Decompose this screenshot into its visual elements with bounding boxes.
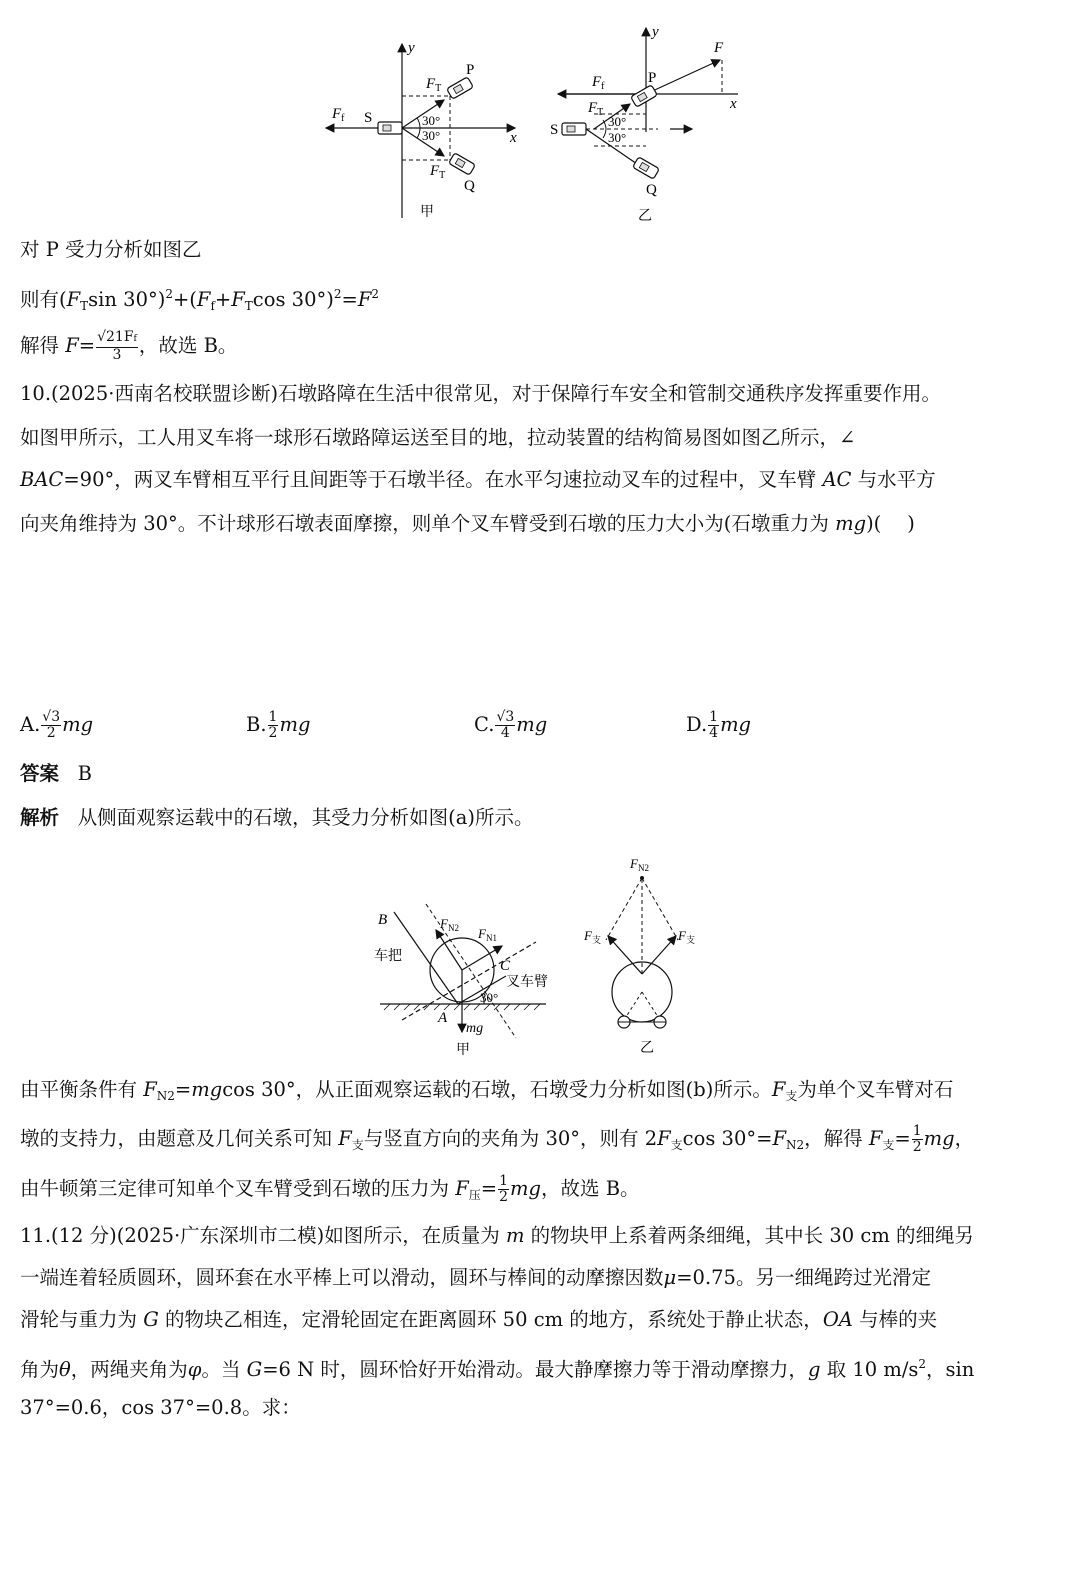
yi-angle-upper: 30°	[608, 114, 627, 129]
yi-p-label: P	[648, 70, 657, 86]
option-b[interactable]: B. $\frac{1}{2}$ mg	[246, 709, 311, 741]
fn2-arrow	[436, 930, 462, 970]
yi-ft-label: $F_T$	[588, 100, 604, 118]
mid-jia-caption: 甲	[456, 1043, 470, 1058]
analysis-label: 解析	[20, 806, 60, 829]
option-a[interactable]: A. $\frac{√3}{2}$ mg	[20, 709, 94, 741]
eq-line1: 由平衡条件有 $F_{N2}=mgcos$ 30°，从正面观察运载的石墩，石墩受力分析如图(b)所示。$F_支$为单个叉车臂对石	[20, 1078, 954, 1103]
q10-line1: 10.(2025·西南名校联盟诊断)石墩路障在生活中很常见，对于保障行车安全和管制交通秩序发挥重要作用。	[20, 382, 942, 405]
jia-caption: 甲	[420, 205, 434, 220]
jia-ft-lower-label: $F_T$	[430, 163, 446, 181]
jia-y-label: y	[408, 40, 415, 56]
answer-value: B	[77, 762, 92, 785]
yi-angle-lower: 30°	[608, 130, 627, 145]
equation-then-line: 则有($F_T\sin$ $30^\circ)^2+(F_f+F_T\cos$ $30^\circ)^2=F^2$	[20, 287, 379, 313]
jia-s-label: S	[364, 110, 373, 126]
figure-mid-yi	[580, 852, 710, 1062]
yi-f-label: F	[714, 40, 724, 56]
label-a: A	[438, 1010, 448, 1026]
q10-line3: BAC=90°，两叉车臂相互平行且间距等于石墩半径。在水平匀速拉动叉车的过程中，叉车臂 AC 与水平方	[20, 468, 936, 491]
q11-line5: 37°=0.6，cos 37°=0.8。求：	[20, 1396, 301, 1419]
analysis-p-line: 对 P 受力分析如图乙	[20, 238, 202, 261]
yi-y-label: y	[652, 24, 659, 40]
analysis-line: 解析 从侧面观察运载中的石墩，其受力分析如图(a)所示。	[20, 806, 534, 829]
jia-p-label: P	[466, 62, 475, 78]
jia-angle-lower: 30°	[422, 128, 441, 143]
label-mg: mg	[466, 1021, 484, 1036]
yi-fz-left-arrow	[608, 936, 642, 974]
yi-caption: 乙	[638, 209, 652, 224]
yi-s-label: S	[550, 122, 559, 138]
jia-angle-upper: 30°	[422, 113, 441, 128]
figure-mid-jia	[366, 890, 566, 1060]
yi-label-fz-right: $F_支$	[678, 928, 695, 945]
equation-solve-line: 解得 F= $\frac{√21Ff}{3}$ ，故选 B。	[20, 329, 238, 363]
label-chebа: 车把	[374, 949, 402, 964]
eq-line3: 由牛顿第三定律可知单个叉车臂受到石墩的压力为 $F_压=$ $\frac{1}{2}$ mg，故选 B。	[20, 1173, 640, 1205]
q11-line4: 角为θ，两绳夹角为φ。当 G=6 N 时，圆环恰好开始滑动。最大静摩擦力等于滑动摩擦力，g 取 10 $m/s^2$，sin	[20, 1357, 975, 1381]
answer-label: 答案	[20, 762, 60, 785]
figure-top-jia	[320, 38, 540, 223]
eq-line2: 墩的支持力，由题意及几何关系可知 $F_支$与竖直方向的夹角为 30°，则有 $2F_支\cos$ $30^\circ=F_{N2}$，解得 $F_支=$ $\frac{1}{2}$ mg，	[20, 1123, 975, 1155]
label-fn2: $F_{N2}$	[440, 916, 459, 933]
yi-label-fn2: $F_{N2}$	[630, 856, 649, 873]
q10-line2: 如图甲所示，工人用叉车将一球形石墩路障运送至目的地，拉动装置的结构简易图如图乙所示，∠	[20, 426, 856, 449]
yi-f-arrow	[646, 60, 720, 94]
label-angle: 30°	[480, 990, 499, 1005]
fn1-arrow	[462, 946, 502, 970]
label-fn1: $F_{N1}$	[478, 926, 497, 943]
label-b: B	[378, 912, 388, 928]
label-c: C	[500, 958, 511, 974]
yi-q-label: Q	[646, 182, 657, 198]
q11-line2: 一端连着轻质圆环，圆环套在水平棒上可以滑动，圆环与棒间的动摩擦因数μ=0.75。另一细绳跨过光滑定	[20, 1266, 931, 1289]
yi-label-fz-left: $F_支$	[584, 928, 601, 945]
yi-fz-right-arrow	[642, 936, 676, 974]
figure-top-yi	[548, 22, 758, 227]
jia-ff-label: $F_f$	[332, 106, 345, 124]
jia-q-label: Q	[464, 178, 475, 194]
jia-x-label: x	[510, 130, 517, 146]
jia-ft-upper-label: $F_T$	[426, 76, 442, 94]
yi-x-label: x	[730, 96, 737, 112]
q11-line1: 11.(12 分)(2025·广东深圳市二模)如图所示，在质量为 m 的物块甲上系着两条细绳，其中长 30 cm 的细绳另	[20, 1224, 975, 1247]
q10-line4: 向夹角维持为 30°。不计球形石墩表面摩擦，则单个叉车臂受到石墩的压力大小为(石墩重力为 mg)( )	[20, 512, 915, 535]
mid-yi-caption: 乙	[640, 1041, 654, 1056]
option-d[interactable]: D. $\frac{1}{4}$ mg	[686, 709, 752, 741]
answer-line	[20, 760, 92, 788]
q11-line3: 滑轮与重力为 G 的物块乙相连，定滑轮固定在距离圆环 50 cm 的地方，系统处于静止状态，OA 与棒的夹	[20, 1308, 938, 1331]
option-c[interactable]: C. $\frac{√3}{4}$ mg	[474, 709, 548, 741]
label-arm: 叉车臂	[506, 975, 548, 990]
yi-ff-label: $F_f$	[592, 74, 605, 92]
